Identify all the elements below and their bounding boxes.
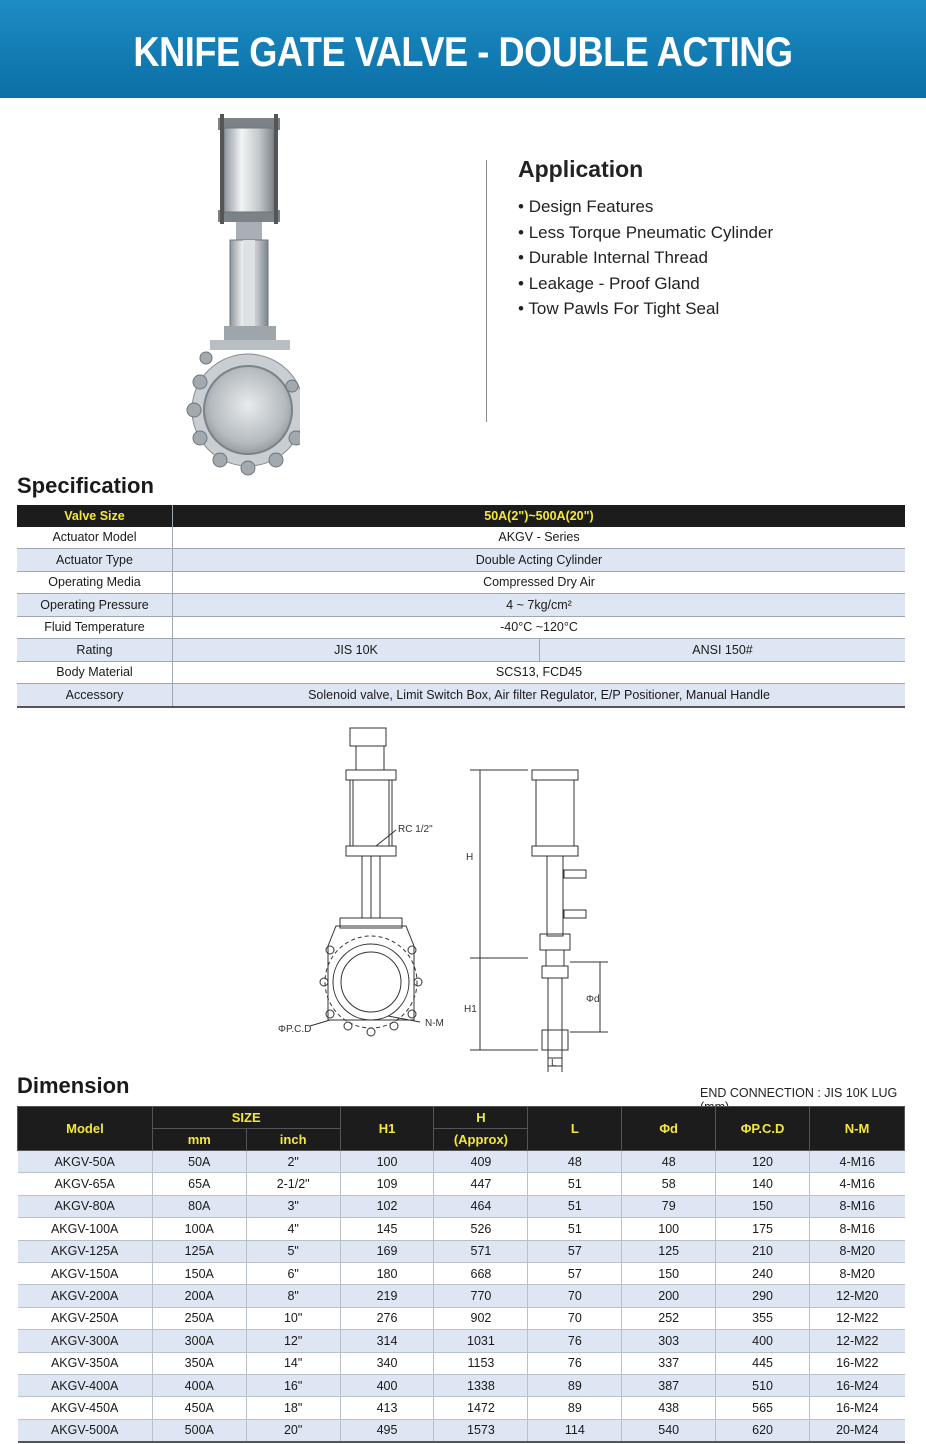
rc-label: RC 1/2" xyxy=(398,824,433,835)
table-cell: 76 xyxy=(528,1352,622,1374)
table-cell: AKGV-125A xyxy=(18,1240,153,1262)
table-cell: 180 xyxy=(340,1262,434,1284)
table-cell: 79 xyxy=(622,1195,716,1217)
col-l: L xyxy=(528,1107,622,1151)
table-cell: 464 xyxy=(434,1195,528,1217)
table-cell: 14" xyxy=(246,1352,340,1374)
table-cell: 145 xyxy=(340,1218,434,1240)
page-title: KNIFE GATE VALVE - DOUBLE ACTING xyxy=(133,28,793,75)
table-cell: 668 xyxy=(434,1262,528,1284)
h-label: H xyxy=(466,852,474,863)
table-cell: 16-M24 xyxy=(810,1374,905,1396)
spec-label: Fluid Temperature xyxy=(17,616,173,639)
spec-row xyxy=(17,594,905,617)
table-cell: 409 xyxy=(434,1151,528,1173)
dimension-table xyxy=(17,1106,905,1443)
table-cell: 18" xyxy=(246,1397,340,1419)
table-cell: AKGV-500A xyxy=(18,1419,153,1442)
table-cell: 20" xyxy=(246,1419,340,1442)
table-cell: AKGV-300A xyxy=(18,1330,153,1352)
table-cell: 314 xyxy=(340,1330,434,1352)
table-cell: 169 xyxy=(340,1240,434,1262)
table-cell: 57 xyxy=(528,1240,622,1262)
table-row xyxy=(18,1218,905,1240)
table-row xyxy=(18,1285,905,1307)
table-cell: 4-M16 xyxy=(810,1151,905,1173)
spec-row xyxy=(17,571,905,594)
specification-title: Specification xyxy=(17,473,154,498)
table-cell: 350A xyxy=(152,1352,246,1374)
h1-label: H1 xyxy=(464,1004,477,1015)
table-cell: 150 xyxy=(716,1195,810,1217)
table-cell: 4" xyxy=(246,1218,340,1240)
spec-row xyxy=(17,549,905,572)
application-item: • Durable Internal Thread xyxy=(518,245,773,271)
table-cell: 2-1/2" xyxy=(246,1173,340,1195)
table-cell: 125 xyxy=(622,1240,716,1262)
table-cell: 1031 xyxy=(434,1330,528,1352)
table-cell: 125A xyxy=(152,1240,246,1262)
spec-value: Solenoid valve, Limit Switch Box, Air filter Regulator, E/P Positioner, Manual Handle xyxy=(173,684,906,707)
table-row xyxy=(18,1374,905,1396)
table-row xyxy=(18,1397,905,1419)
table-cell: 500A xyxy=(152,1419,246,1442)
table-cell: 20-M24 xyxy=(810,1419,905,1442)
table-cell: 495 xyxy=(340,1419,434,1442)
spec-label: Actuator Model xyxy=(17,527,173,549)
table-cell: 526 xyxy=(434,1218,528,1240)
application-title: Application xyxy=(518,156,644,182)
spec-row xyxy=(17,639,905,662)
col-h: H xyxy=(434,1107,528,1129)
table-cell: AKGV-250A xyxy=(18,1307,153,1329)
table-cell: AKGV-100A xyxy=(18,1218,153,1240)
table-cell: 12-M22 xyxy=(810,1307,905,1329)
table-cell: 175 xyxy=(716,1218,810,1240)
table-cell: 48 xyxy=(528,1151,622,1173)
table-cell: 290 xyxy=(716,1285,810,1307)
table-cell: 50A xyxy=(152,1151,246,1173)
table-cell: 1573 xyxy=(434,1419,528,1442)
table-cell: 1472 xyxy=(434,1397,528,1419)
table-cell: 16-M22 xyxy=(810,1352,905,1374)
end-connection-note: END CONNECTION : JIS 10K LUG xyxy=(700,1086,898,1100)
col-approx: (Approx) xyxy=(434,1129,528,1151)
table-cell: 140 xyxy=(716,1173,810,1195)
col-mm: mm xyxy=(152,1129,246,1151)
table-cell: 100 xyxy=(340,1151,434,1173)
specification-table xyxy=(17,505,905,708)
spec-label: Rating xyxy=(17,639,173,662)
l-label: L xyxy=(551,1058,557,1069)
spec-value: AKGV - Series xyxy=(173,527,906,549)
table-cell: AKGV-150A xyxy=(18,1262,153,1284)
table-cell: 438 xyxy=(622,1397,716,1419)
table-cell: 51 xyxy=(528,1218,622,1240)
table-cell: AKGV-400A xyxy=(18,1374,153,1396)
table-row xyxy=(18,1151,905,1173)
table-cell: 70 xyxy=(528,1285,622,1307)
table-cell: AKGV-80A xyxy=(18,1195,153,1217)
table-cell: 300A xyxy=(152,1330,246,1352)
pcd-label: ΦP.C.D xyxy=(278,1024,312,1035)
table-cell: 89 xyxy=(528,1397,622,1419)
valve-product-image xyxy=(180,110,300,478)
spec-value: Compressed Dry Air xyxy=(173,571,906,594)
application-item: • Less Torque Pneumatic Cylinder xyxy=(518,220,773,246)
spec-row xyxy=(17,661,905,684)
table-cell: 450A xyxy=(152,1397,246,1419)
table-cell: 620 xyxy=(716,1419,810,1442)
table-cell: 102 xyxy=(340,1195,434,1217)
spec-label: Actuator Type xyxy=(17,549,173,572)
table-cell: 150 xyxy=(622,1262,716,1284)
table-row xyxy=(18,1262,905,1284)
table-cell: 355 xyxy=(716,1307,810,1329)
table-cell: 2" xyxy=(246,1151,340,1173)
table-cell: 210 xyxy=(716,1240,810,1262)
table-cell: 400A xyxy=(152,1374,246,1396)
table-cell: 12" xyxy=(246,1330,340,1352)
col-model: Model xyxy=(18,1107,153,1151)
dimension-drawing xyxy=(270,720,630,1080)
table-cell: 252 xyxy=(622,1307,716,1329)
application-item: • Tow Pawls For Tight Seal xyxy=(518,296,773,322)
table-cell: 65A xyxy=(152,1173,246,1195)
divider-line xyxy=(486,160,487,422)
table-cell: 413 xyxy=(340,1397,434,1419)
spec-value: SCS13, FCD45 xyxy=(173,661,906,684)
spec-label: Operating Media xyxy=(17,571,173,594)
table-cell: 51 xyxy=(528,1173,622,1195)
table-cell: 100 xyxy=(622,1218,716,1240)
table-cell: 303 xyxy=(622,1330,716,1352)
table-cell: 902 xyxy=(434,1307,528,1329)
table-cell: 16-M24 xyxy=(810,1397,905,1419)
table-cell: 8-M20 xyxy=(810,1240,905,1262)
table-cell: 400 xyxy=(340,1374,434,1396)
table-cell: 6" xyxy=(246,1262,340,1284)
table-cell: 58 xyxy=(622,1173,716,1195)
col-d: Φd xyxy=(622,1107,716,1151)
table-cell: 5" xyxy=(246,1240,340,1262)
table-cell: 3" xyxy=(246,1195,340,1217)
table-cell: AKGV-65A xyxy=(18,1173,153,1195)
spec-value: 50A(2")~500A(20") xyxy=(173,505,906,527)
table-cell: 114 xyxy=(528,1419,622,1442)
table-cell: 219 xyxy=(340,1285,434,1307)
table-cell: 540 xyxy=(622,1419,716,1442)
table-cell: 200A xyxy=(152,1285,246,1307)
table-cell: 8-M16 xyxy=(810,1218,905,1240)
table-cell: AKGV-50A xyxy=(18,1151,153,1173)
spec-row xyxy=(17,527,905,549)
spec-row xyxy=(17,684,905,707)
col-size: SIZE xyxy=(152,1107,340,1129)
spec-label: Accessory xyxy=(17,684,173,707)
col-inch: inch xyxy=(246,1129,340,1151)
table-cell: 12-M22 xyxy=(810,1330,905,1352)
dimension-table-body xyxy=(18,1151,905,1443)
table-cell: 8-M16 xyxy=(810,1195,905,1217)
table-cell: 340 xyxy=(340,1352,434,1374)
spec-value: 4 ~ 7kg/cm² xyxy=(173,594,906,617)
table-cell: 4-M16 xyxy=(810,1173,905,1195)
table-cell: 276 xyxy=(340,1307,434,1329)
table-cell: 150A xyxy=(152,1262,246,1284)
spec-row xyxy=(17,616,905,639)
table-row xyxy=(18,1352,905,1374)
table-cell: 510 xyxy=(716,1374,810,1396)
table-cell: AKGV-200A xyxy=(18,1285,153,1307)
table-cell: 100A xyxy=(152,1218,246,1240)
table-cell: 12-M20 xyxy=(810,1285,905,1307)
application-item: • Design Features xyxy=(518,194,773,220)
table-row xyxy=(18,1240,905,1262)
application-list xyxy=(518,194,773,322)
table-cell: 445 xyxy=(716,1352,810,1374)
table-cell: 80A xyxy=(152,1195,246,1217)
table-cell: 770 xyxy=(434,1285,528,1307)
table-row xyxy=(18,1307,905,1329)
spec-value: JIS 10K xyxy=(173,639,540,662)
table-cell: 400 xyxy=(716,1330,810,1352)
table-cell: 250A xyxy=(152,1307,246,1329)
col-pcd: ΦP.C.D xyxy=(716,1107,810,1151)
d-label: Φd xyxy=(586,994,600,1005)
table-cell: 57 xyxy=(528,1262,622,1284)
spec-value: Double Acting Cylinder xyxy=(173,549,906,572)
spec-label: Valve Size xyxy=(17,505,173,527)
spec-label: Body Material xyxy=(17,661,173,684)
table-cell: 8-M20 xyxy=(810,1262,905,1284)
spec-value-2: ANSI 150# xyxy=(540,639,906,662)
dimension-title: Dimension xyxy=(17,1073,130,1098)
table-cell: 109 xyxy=(340,1173,434,1195)
table-cell: 337 xyxy=(622,1352,716,1374)
nm-label: N-M xyxy=(425,1018,444,1029)
table-cell: 70 xyxy=(528,1307,622,1329)
table-cell: 48 xyxy=(622,1151,716,1173)
table-cell: 89 xyxy=(528,1374,622,1396)
table-row xyxy=(18,1195,905,1217)
col-h1: H1 xyxy=(340,1107,434,1151)
table-cell: 1153 xyxy=(434,1352,528,1374)
table-cell: AKGV-350A xyxy=(18,1352,153,1374)
spec-value: -40°C ~120°C xyxy=(173,616,906,639)
spec-label: Operating Pressure xyxy=(17,594,173,617)
spec-row xyxy=(17,505,905,527)
table-row xyxy=(18,1173,905,1195)
table-cell: 76 xyxy=(528,1330,622,1352)
table-cell: 51 xyxy=(528,1195,622,1217)
table-cell: 571 xyxy=(434,1240,528,1262)
table-cell: AKGV-450A xyxy=(18,1397,153,1419)
table-cell: 1338 xyxy=(434,1374,528,1396)
application-item: • Leakage - Proof Gland xyxy=(518,271,773,297)
col-nm: N-M xyxy=(810,1107,905,1151)
table-row xyxy=(18,1330,905,1352)
table-cell: 10" xyxy=(246,1307,340,1329)
table-cell: 8" xyxy=(246,1285,340,1307)
table-cell: 565 xyxy=(716,1397,810,1419)
table-cell: 447 xyxy=(434,1173,528,1195)
table-cell: 120 xyxy=(716,1151,810,1173)
table-row xyxy=(18,1419,905,1442)
table-cell: 200 xyxy=(622,1285,716,1307)
table-cell: 240 xyxy=(716,1262,810,1284)
table-cell: 16" xyxy=(246,1374,340,1396)
table-cell: 387 xyxy=(622,1374,716,1396)
